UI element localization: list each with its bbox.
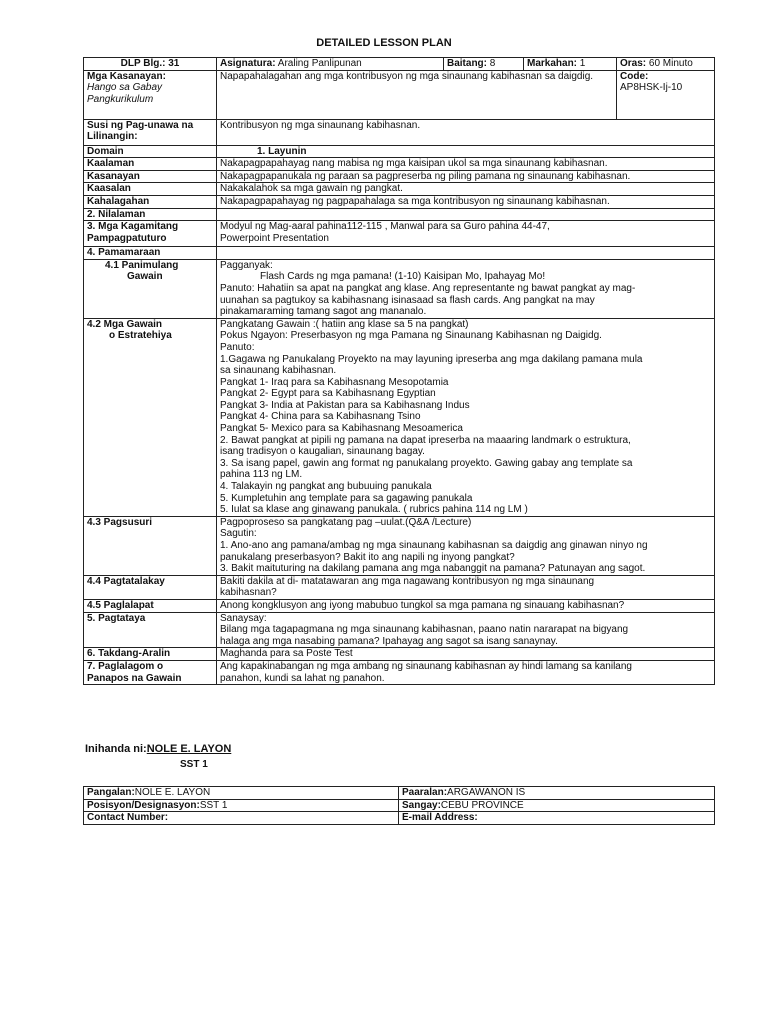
prepared-position: SST 1 [180, 759, 208, 770]
kaalaman-label: Kaalaman [84, 158, 217, 171]
nilalaman-content [217, 208, 715, 221]
pamamaraan-content [217, 247, 715, 260]
panimulang-row [84, 259, 715, 318]
baitang-cell: Baitang: 8 [444, 58, 524, 71]
nilalaman-row [84, 208, 715, 221]
kahalagahan-label: Kahalagahan [84, 195, 217, 208]
oras-cell: Oras: 60 Minuto [617, 58, 715, 71]
pagtataya-content: Sanaysay: Bilang mga tagapagmana ng mga sinaunang kabihasnan, paano natin nararapat na bigyang halaga ang mga nasabing pamana? Ipahayag ang sagot sa isang sanaynay. [217, 612, 715, 648]
pagtataya-label: 5. Pagtataya [84, 612, 217, 648]
paglalagom-label: 7. Paglalagom o Panapos na Gawain [84, 660, 217, 684]
kagamitang-content: Modyul ng Mag-aaral pahina112-115 , Manwal para sa Guro pahina 44-47, Powerpoint Presentation [217, 221, 715, 247]
pagsusuri-content: Pagpoproseso sa pangkatang pag –uulat.(Q&A /Lecture) Sagutin: 1. Ano-ano ang pamana/ambag ng mga sinaunang kabihasnan sa daigdig ang ginawan ninyo ng panukalang preserbasyon? Bakit ito ang napili ng inyong pangkat? 3. Bakit maituturing na dakilang pamana ang mga nabanggit na pamana? Patunayan ang sagot. [217, 516, 715, 575]
kasanayan-content: Napapahalagahan ang mga kontribusyon ng mga sinaunang kabihasnan sa daigdig. [217, 70, 617, 119]
dlp-cell: DLP Blg.: 31 [84, 58, 217, 71]
email-cell: E-mail Address: [399, 812, 715, 825]
nilalaman-label: 2. Nilalaman [84, 208, 217, 221]
kagamitang-row [84, 221, 715, 247]
pamamaraan-row [84, 247, 715, 260]
paglalagom-content: Ang kapakinabangan ng mga ambang ng sinaunang kabihasnan ay hindi lamang sa kanilang panahon, kundi sa lahat ng panahon. [217, 660, 715, 684]
header-row [84, 58, 715, 71]
teacher-info-table [83, 786, 715, 825]
takdang-row [84, 648, 715, 661]
paglalapat-label: 4.5 Paglalapat [84, 599, 217, 612]
paglalagom-row [84, 660, 715, 684]
paaralan-cell: Paaralan:ARGAWANON IS [399, 787, 715, 800]
susi-content: Kontribusyon ng mga sinaunang kabihasnan. [217, 119, 715, 145]
contact-cell: Contact Number: [84, 812, 399, 825]
kasanayan-row [84, 70, 715, 119]
kasanayan-objective-content: Nakapagpapanukala ng paraan sa pagpreserba ng piling pamana ng sinaunang kabihasnan. [217, 170, 715, 183]
pagsusuri-row [84, 516, 715, 575]
page-title: DETAILED LESSON PLAN [316, 37, 452, 49]
prepared-label: Inihanda ni: [85, 743, 147, 755]
panimulang-label: 4.1 Panimulang Gawain [84, 259, 217, 318]
pagtatalakay-label: 4.4 Pagtatalakay [84, 575, 217, 599]
panimulang-content: Pagganyak: Flash Cards ng mga pamana! (1-10) Kaisipan Mo, Ipahayag Mo! Panuto: Hahatiin sa apat na pangkat ang klase. Ang representante ng bawat pangkat ay mag- uunahan sa pagtukoy sa kabihasnang isinasaad sa flash cards. Ang pangkat na may pinakamaraming tamang sagot ang mananalo. [217, 259, 715, 318]
asignatura-cell: Asignatura: Araling Panlipunan [217, 58, 444, 71]
domain-label: Domain [84, 145, 217, 158]
susi-label: Susi ng Pag-unawa na Lilinangin: [84, 119, 217, 145]
takdang-label: 6. Takdang-Aralin [84, 648, 217, 661]
markahan-cell: Markahan: 1 [524, 58, 617, 71]
paglalapat-row [84, 599, 715, 612]
pamamaraan-label: 4. Pamamaraan [84, 247, 217, 260]
pagsusuri-label: 4.3 Pagsusuri [84, 516, 217, 575]
takdang-content: Maghanda para sa Poste Test [217, 648, 715, 661]
kaasalan-content: Nakakalahok sa mga gawain ng pangkat. [217, 183, 715, 196]
paglalapat-content: Anong kongklusyon ang iyong mabubuo tungkol sa mga pamana ng sinauang kabihasnan? [217, 599, 715, 612]
kaasalan-label: Kaasalan [84, 183, 217, 196]
pagtatalakay-row [84, 575, 715, 599]
kaalaman-row [84, 158, 715, 171]
kasanayan-objective-label: Kasanayan [84, 170, 217, 183]
pangalan-cell: Pangalan:NOLE E. LAYON [84, 787, 399, 800]
prepared-name: NOLE E. LAYON [146, 743, 232, 755]
kahalagahan-content: Nakapagpapahayag ng pagpapahalaga sa mga kontribusyon ng sinaunang kabihasnan. [217, 195, 715, 208]
info-row-1 [84, 787, 715, 800]
susi-row [84, 119, 715, 145]
lesson-plan-table [83, 57, 715, 685]
kasanayan-objective-row [84, 170, 715, 183]
kaalaman-content: Nakapagpapahayag nang mabisa ng mga kaisipan ukol sa mga sinaunang kabihasnan. [217, 158, 715, 171]
kahalagahan-row [84, 195, 715, 208]
gawain-label: 4.2 Mga Gawain o Estratehiya [84, 318, 217, 516]
info-row-2 [84, 799, 715, 812]
posisyon-cell: Posisyon/Designasyon:SST 1 [84, 799, 399, 812]
pagtatalakay-content: Bakiti dakila at di- matatawaran ang mga nagawang kontribusyon ng mga sinaunang kabihasnan? [217, 575, 715, 599]
kaasalan-row [84, 183, 715, 196]
code-cell: Code: AP8HSK-Ij-10 [617, 70, 715, 119]
kagamitang-label: 3. Mga Kagamitang Pampagpatuturo [84, 221, 217, 247]
gawain-content: Pangkatang Gawain :( hatiin ang klase sa 5 na pangkat) Pokus Ngayon: Preserbasyon ng mga Pamana ng Sinaunang Kabihasnan ng Daigidg. Panuto: 1.Gagawa ng Panukalang Proyekto na may layuning ipreserba ang mga dakilang pamana mula sa sinaunang kabihasnan. Pangkat 1- Iraq para sa Kabihasnang Mesopotamia Pangkat 2- Egypt para sa Kabihasnang Egyptian Pangkat 3- India at Pakistan para sa Kabihasnang Indus Pangkat 4- China para sa Kabihasnang Tsino Pangkat 5- Mexico para sa Kabihasnang Mesoamerica 2. Bawat pangkat at pipili ng pamana na dapat ipreserba na maaaring landmark o estruktura, isang tradisyon o kaugalian, sinaunang bagay. 3. Sa isang papel, gawin ang format ng panukalang proyekto. Gawing gabay ang template sa pahina 113 ng LM. 4. Talakayin ng pangkat ang bubuuing panukala 5. Kumpletuhin ang template para sa gagawing panukala 5. Iulat sa klase ang ginawang panukala. ( rubrics pahina 114 ng LM ) [217, 318, 715, 516]
layunin-heading: 1. Layunin [217, 145, 715, 158]
info-row-3 [84, 812, 715, 825]
domain-row [84, 145, 715, 158]
sangay-cell: Sangay:CEBU PROVINCE [399, 799, 715, 812]
prepared-by [85, 743, 231, 755]
kasanayan-label: Mga Kasanayan: Hango sa Gabay Pangkurikulum [84, 70, 217, 119]
gawain-row [84, 318, 715, 516]
pagtataya-row [84, 612, 715, 648]
